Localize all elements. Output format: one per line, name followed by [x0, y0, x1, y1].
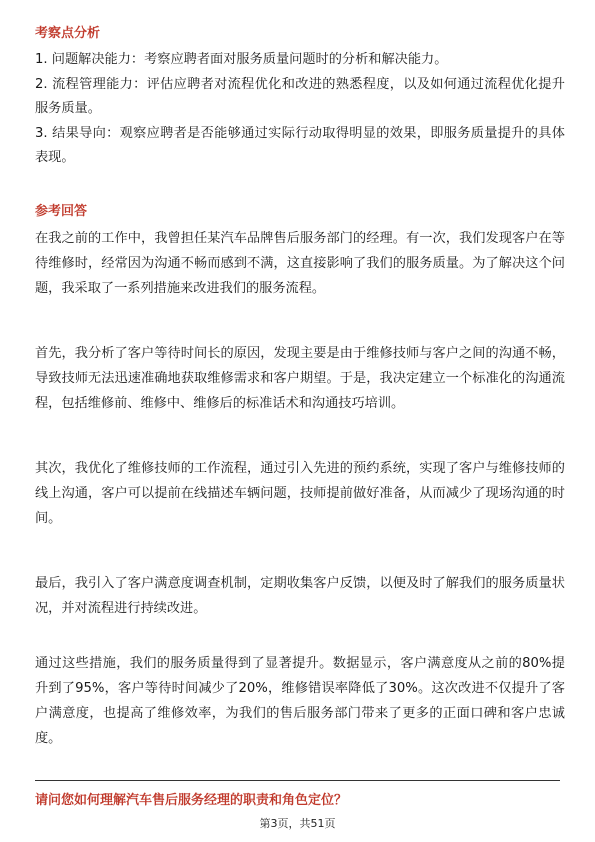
analysis-list — [35, 48, 565, 171]
page-number: 第3页，共51页 — [259, 817, 336, 830]
analysis-item: 3. 结果导向：观察应聘者是否能够通过实际行动取得明显的效果，即服务质量提升的具体表现。 — [35, 125, 565, 165]
analysis-section-title: 考察点分析 — [35, 26, 101, 41]
answer-paragraph: 最后，我引入了客户满意度调查机制，定期收集客户反馈，以便及时了解我们的服务质量状况，并对流程进行持续改进。 — [35, 576, 565, 616]
analysis-item: 1. 问题解决能力：考察应聘者面对服务质量问题时的分析和解决能力。 — [35, 52, 448, 67]
answer-paragraph: 通过这些措施，我们的服务质量得到了显著提升。数据显示，客户满意度从之前的80%提升到了95%，客户等待时间减少了20%，维修错误率降低了30%。这次改进不仅提升了客户满意度，也提高了维修效率，为我们的售后服务部门带来了更多的正面口碑和客户忠诚度。 — [35, 656, 565, 746]
answer-section-title: 参考回答 — [35, 204, 88, 219]
answer-paragraph: 在我之前的工作中，我曾担任某汽车品牌售后服务部门的经理。有一次，我们发现客户在等待维修时，经常因为沟通不畅而感到不满，这直接影响了我们的服务质量。为了解决这个问题，我采取了一系列措施来改进我们的服务流程。 — [35, 231, 565, 296]
answer-paragraph: 首先，我分析了客户等待时间长的原因，发现主要是由于维修技师与客户之间的沟通不畅，导致技师无法迅速准确地获取维修需求和客户期望。于是，我决定建立一个标准化的沟通流程，包括维修前、维修中、维修后的标准话术和沟通技巧培训。 — [35, 346, 565, 411]
next-question: 请问您如何理解汽车售后服务经理的职责和角色定位？ — [35, 793, 348, 808]
section-divider — [35, 780, 560, 781]
analysis-item: 2. 流程管理能力：评估应聘者对流程优化和改进的熟悉程度，以及如何通过流程优化提升服务质量。 — [35, 76, 565, 116]
answer-paragraph: 其次，我优化了维修技师的工作流程，通过引入先进的预约系统，实现了客户与维修技师的线上沟通，客户可以提前在线描述车辆问题，技师提前做好准备，从而减少了现场沟通的时间。 — [35, 461, 565, 526]
